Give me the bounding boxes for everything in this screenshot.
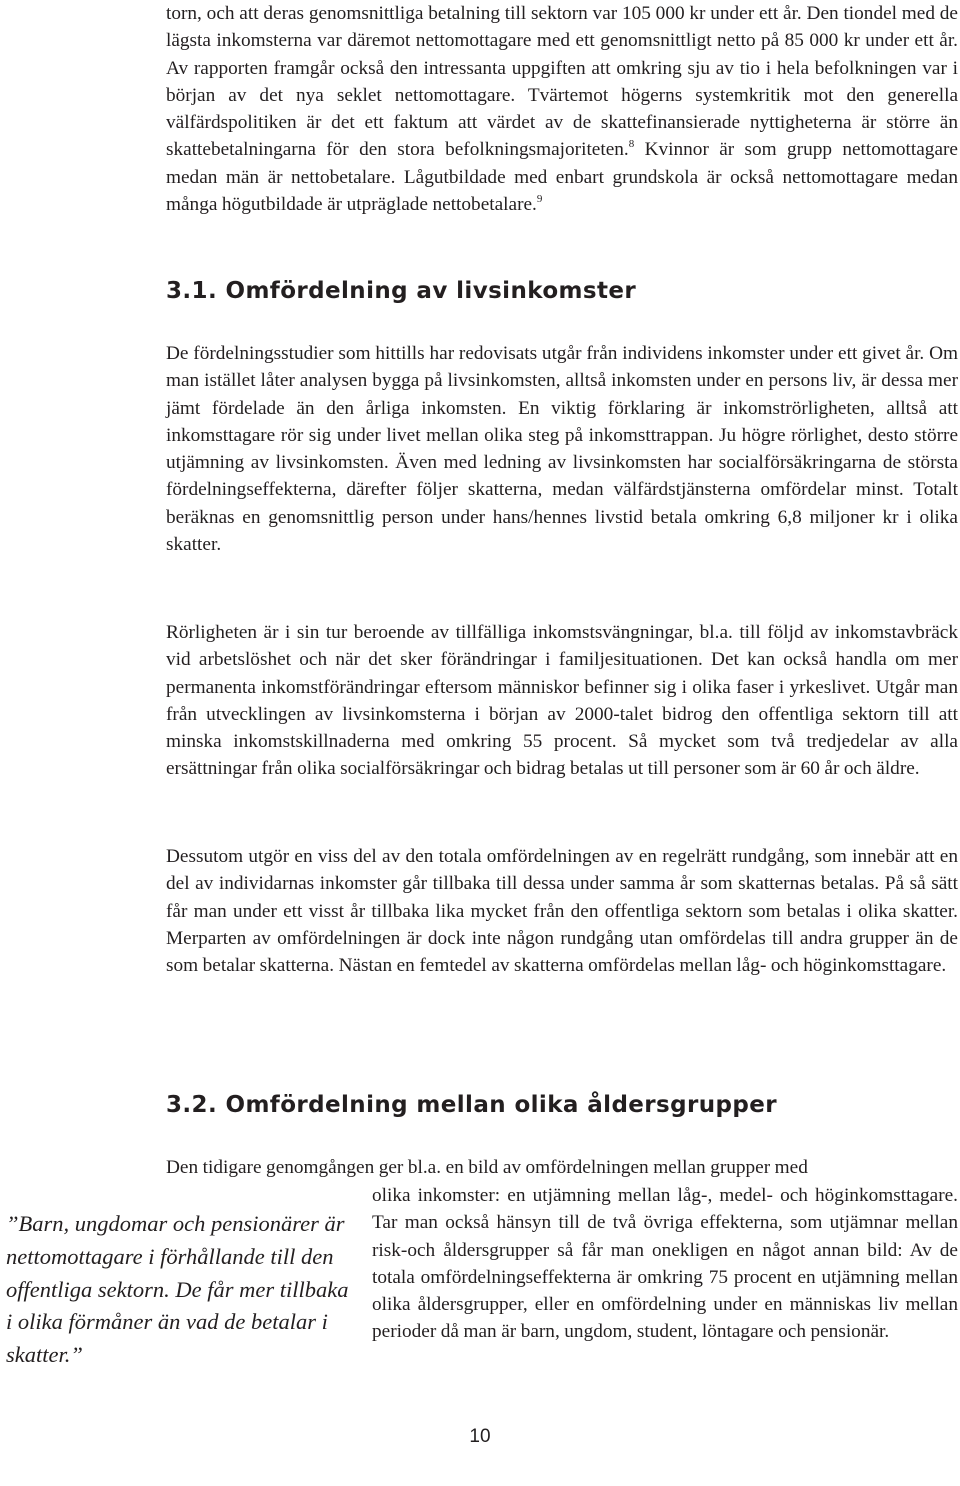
section-3-2-body-block	[372, 1182, 958, 1346]
intro-paragraph-text-2: Kvinnor är som grupp nettomottagare medan män är nettobetalare. Lågutbildade med enbart grundskola är också nettomottagare medan många högutbildade är utpräglade nettobetalare.	[166, 139, 958, 216]
quote-open-mark: ”	[6, 1211, 19, 1236]
section-heading-3-1: 3.1. Omfördelning av livsinkomster	[166, 278, 637, 304]
section-3-1-paragraph-2: Rörligheten är i sin tur beroende av tillfälliga inkomstsvängningar, bl.a. till följd av inkomstavbräck vid arbetslöshet och när det sker förändringar i familjesituationen. Det kan också handla om mer permanenta inkomstförändringar eftersom människor befinner sig i olika faser i yrkeslivet. Utgår man från utvecklingen av livsinkomsterna i början av 2000-talet bidrog den offentliga sektorn till att minska inkomstskillnaderna med omkring 55 procent. Så mycket som två tredjedelar av alla ersättningar från olika socialförsäkringar och bidrag betalas ut till personer som är 60 år och äldre.	[166, 622, 958, 780]
pull-quote	[6, 1208, 356, 1372]
footnote-ref-9: 9	[536, 193, 543, 206]
section-3-1-paragraph-1: De fördelningsstudier som hittills har redovisats utgår från individens inkomster under ett givet år. Om man istället låter analysen bygga på livsinkomsten, alltså inkomsten under en persons liv, är dessa mer jämt fördelade än den årliga inkomsten. En viktig förklaring är inkomströrligheten, alltså att inkomsttagare rör sig under livet mellan olika steg på inkomsttrappan. Ju högre rörlighet, desto större utjämning av livsinkomsten. Även med ledning av livsinkomsten har socialförsäkringarna de största fördelningseffekterna, därefter följer skatterna, medan välfärdstjänsterna omfördelar minst. Totalt beräknas en genomsnittlig person under hans/hennes livstid betala omkring 6,8 miljoner kr i olika skatter.	[166, 343, 958, 556]
section-3-1-paragraph-1-block	[166, 340, 958, 558]
footnote-ref-8: 8	[628, 138, 635, 151]
page-number: 10	[469, 1426, 491, 1447]
section-3-2-lead-line	[166, 1154, 958, 1181]
intro-paragraph	[166, 0, 958, 218]
section-3-1-paragraph-3-block	[166, 843, 958, 979]
intro-text-block	[166, 0, 958, 218]
section-3-2-paragraph-lead: Den tidigare genomgången ger bl.a. en bild av omfördelningen mellan grupper med	[166, 1157, 808, 1178]
section-3-2-paragraph-rest: olika inkomster: en utjämning mellan låg-, medel- och höginkomsttagare. Tar man också hänsyn till de två övriga effekterna, som utjämnar mellan risk-och åldersgrupper så får man onekligen en något annan bild: Av de totala omfördelningseffekterna är omkring 75 procent en utjämning mellan olika åldersgrupper, eller en omfördelning under en människas liv mellan perioder då man är barn, ungdom, student, löntagare och pensionär.	[372, 1185, 958, 1343]
section-3-1-paragraph-3: Dessutom utgör en viss del av den totala omfördelningen av en regelrätt rundgång, som innebär att en del av individarnas inkomster går tillbaka till dessa under samma år som skatternas betalas. På så sätt får man under ett visst år tillbaka lika mycket från den offentliga sektorn som betalas i olika skatter. Merparten av omfördelningen är dock inte någon rundgång utan omfördelas till andra grupper än de som betalar skatterna. Nästan en femtedel av skatterna omfördelas mellan låg- och höginkomsttagare.	[166, 846, 958, 977]
section-3-1-paragraph-2-block	[166, 619, 958, 783]
intro-paragraph-text: torn, och att deras genomsnittliga betalning till sektorn var 105 000 kr under ett år. Den tiondel med de lägsta inkomsterna var däremot nettomottagare med ett genomsnittligt netto på 85 000 kr under ett år. Av rapporten framgår också den intressanta uppgiften att omkring sju av tio i hela befolkningen var i början av det nya seklet nettomottagare. Tvärtemot högerns systemkritik mot den generella välfärdspolitiken är det ett faktum att värdet av de skattefinansierade nyttigheterna är större än skattebetalningarna för den stora befolkningsmajoriteten.	[166, 3, 958, 161]
pull-quote-text: Barn, ungdomar och pensionärer är nettomottagare i förhållande till den offentliga sektorn. De får mer tillbaka i olika förmåner än vad de betalar i skatter.	[6, 1211, 349, 1368]
quote-close-mark: ”	[70, 1342, 83, 1368]
section-heading-3-2: 3.2. Omfördelning mellan olika åldersgrupper	[166, 1092, 777, 1118]
